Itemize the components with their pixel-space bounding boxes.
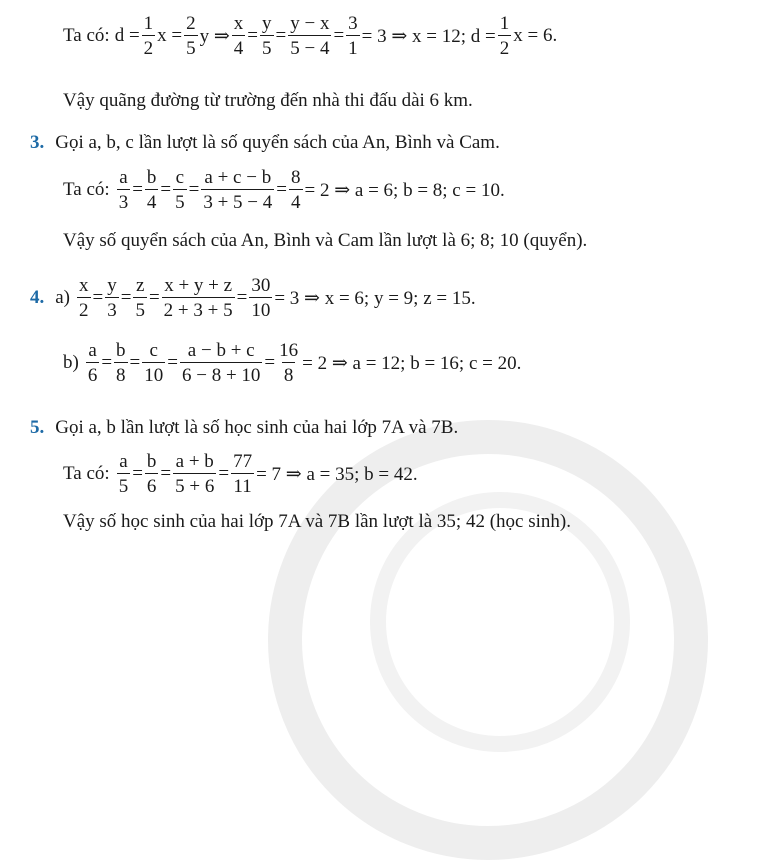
eq-text: = 3 ⇒ x = 12; d = — [361, 25, 496, 47]
text-line — [63, 90, 473, 112]
denominator: 3 — [105, 297, 119, 320]
denominator: 4 — [232, 35, 246, 58]
eq-text: = — [236, 287, 248, 308]
numerator: b — [116, 340, 126, 361]
eq-text: d = — [114, 25, 140, 46]
fraction — [162, 276, 235, 320]
problem-5-heading — [30, 417, 458, 439]
text-line — [63, 230, 587, 252]
denominator: 4 — [289, 189, 303, 212]
denominator: 5 — [117, 473, 131, 496]
fraction — [231, 452, 254, 496]
numerator: y − x — [290, 13, 330, 34]
eq-text: x = 6. — [513, 25, 558, 46]
fraction — [277, 341, 300, 385]
eq-text: = — [333, 25, 345, 46]
fraction — [173, 168, 187, 212]
eq-text: = — [264, 352, 276, 373]
numerator: z — [135, 275, 145, 296]
numerator: 2 — [186, 13, 196, 34]
denominator: 10 — [142, 362, 165, 385]
paragraph-text: Vậy số quyển sách của An, Bình và Cam lần lượt là 6; 8; 10 (quyển). — [63, 230, 588, 251]
numerator: a − b + c — [187, 340, 255, 361]
denominator: 11 — [231, 473, 253, 496]
denominator: 5 — [173, 189, 187, 212]
denominator: 4 — [145, 189, 159, 212]
eq-text: = 3 ⇒ x = 6; y = 9; z = 15. — [274, 287, 476, 309]
numerator: x — [233, 13, 244, 34]
numerator: 8 — [291, 167, 301, 188]
text-line — [63, 511, 571, 533]
denominator: 5 — [184, 35, 198, 58]
denominator: 2 — [498, 35, 512, 58]
eq-text: = 2 ⇒ a = 6; b = 8; c = 10. — [304, 179, 505, 201]
eq-text: = — [247, 25, 259, 46]
numerator: 1 — [499, 13, 510, 34]
fraction — [498, 14, 512, 58]
problem-number: 5. — [30, 417, 45, 438]
denominator: 3 — [117, 189, 131, 212]
fraction — [232, 14, 246, 58]
denominator: 6 — [145, 473, 159, 496]
eq-text: = — [160, 179, 172, 200]
equation-line-3 — [63, 168, 505, 212]
fraction — [289, 168, 303, 212]
eq-text: y ⇒ — [199, 25, 230, 47]
eq-text: = — [188, 179, 200, 200]
denominator: 8 — [114, 362, 128, 385]
denominator: 10 — [249, 297, 272, 320]
numerator: a + b — [175, 451, 214, 472]
fraction — [249, 276, 272, 320]
equation-line-5 — [63, 452, 418, 496]
fraction — [142, 341, 165, 385]
numerator: a + c − b — [204, 167, 272, 188]
fraction — [145, 452, 159, 496]
numerator: 30 — [251, 275, 271, 296]
denominator: 5 + 6 — [173, 473, 216, 496]
lead-text: Ta có: — [63, 463, 110, 484]
fraction — [117, 452, 131, 496]
fraction — [184, 14, 198, 58]
problem-number: 3. — [30, 132, 45, 153]
numerator: a — [119, 167, 128, 188]
numerator: b — [146, 451, 157, 472]
denominator: 8 — [282, 362, 296, 385]
numerator: 16 — [279, 340, 299, 361]
paragraph-text: Gọi a, b, c lần lượt là số quyển sách của An, Bình và Cam. — [55, 132, 500, 153]
fraction — [86, 341, 100, 385]
fraction — [133, 276, 147, 320]
fraction — [346, 14, 360, 58]
fraction — [145, 168, 159, 212]
problem-4a-line — [30, 276, 476, 320]
fraction — [260, 14, 274, 58]
numerator: a — [119, 451, 128, 472]
fraction — [142, 14, 156, 58]
numerator: c — [175, 167, 185, 188]
paragraph-text: Vậy số học sinh của hai lớp 7A và 7B lần lượt là 35; 42 (học sinh). — [63, 511, 571, 532]
fraction — [105, 276, 119, 320]
fraction — [173, 452, 216, 496]
eq-text: x = — [157, 25, 183, 46]
fraction — [117, 168, 131, 212]
denominator: 6 — [86, 362, 100, 385]
eq-text: = — [167, 352, 178, 373]
denominator: 2 — [142, 35, 156, 58]
denominator: 2 + 3 + 5 — [162, 297, 235, 320]
eq-text: = — [276, 179, 287, 200]
problem-3-heading — [30, 132, 500, 154]
fraction — [114, 341, 128, 385]
denominator: 2 — [77, 297, 91, 320]
fraction — [180, 341, 262, 385]
eq-text: = — [101, 352, 113, 373]
numerator: c — [149, 340, 158, 361]
eq-text: = — [275, 25, 287, 46]
fraction — [77, 276, 91, 320]
denominator: 5 − 4 — [288, 35, 331, 58]
fraction — [288, 14, 331, 58]
eq-text: = — [148, 287, 160, 308]
numerator: x + y + z — [164, 275, 233, 296]
eq-text: = — [132, 463, 143, 484]
denominator: 3 + 5 − 4 — [201, 189, 274, 212]
numerator: a — [88, 340, 97, 361]
lead-text: Ta có: — [63, 179, 110, 200]
problem-4b-line — [63, 341, 521, 385]
numerator: 3 — [348, 13, 358, 34]
denominator: 6 − 8 + 10 — [180, 362, 262, 385]
eq-text: = — [132, 179, 143, 200]
numerator: y — [107, 275, 117, 296]
eq-text: = — [160, 463, 172, 484]
numerator: y — [262, 13, 272, 34]
numerator: 77 — [233, 451, 253, 472]
eq-text: = 7 ⇒ a = 35; b = 42. — [256, 463, 418, 485]
paragraph-text: Vậy quãng đường từ trường đến nhà thi đấu dài 6 km. — [63, 90, 473, 111]
numerator: 1 — [143, 13, 154, 34]
fraction — [201, 168, 274, 212]
denominator: 5 — [133, 297, 147, 320]
equation-line-1 — [63, 14, 557, 58]
eq-text: = — [120, 287, 132, 308]
lead-text: Ta có: — [63, 25, 110, 46]
eq-text: = — [129, 352, 141, 373]
eq-text: = — [92, 287, 104, 308]
denominator: 5 — [260, 35, 274, 58]
numerator: x — [79, 275, 89, 296]
part-label: b) — [63, 352, 79, 373]
eq-text: = 2 ⇒ a = 12; b = 16; c = 20. — [302, 352, 522, 374]
paragraph-text: Gọi a, b lần lượt là số học sinh của hai lớp 7A và 7B. — [55, 417, 459, 438]
denominator: 1 — [346, 35, 360, 58]
problem-number: 4. — [30, 287, 45, 308]
numerator: b — [146, 167, 157, 188]
part-label: a) — [55, 287, 71, 308]
eq-text: = — [218, 463, 230, 484]
